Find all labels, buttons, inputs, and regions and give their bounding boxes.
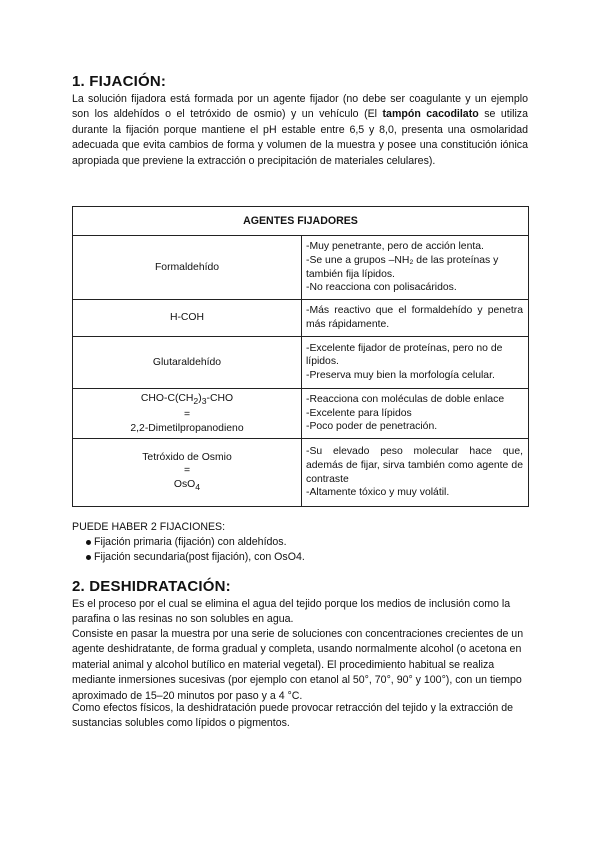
- formula-part: OsO: [173, 478, 196, 490]
- properties-cell: [302, 388, 529, 438]
- property-line: -Su elevado peso molecular hace que, además de fijar, sirva también como agente de contraste: [306, 446, 523, 485]
- section-2-paragraph-3: Como efectos físicos, la deshidratación puede provocar retracción del tejido y la extracción de sustancias solubles como lípidos o pigmentos.: [72, 702, 514, 730]
- list-item: [72, 550, 305, 565]
- fixatives-table: [72, 206, 529, 507]
- agent-cell: Formaldehído: [73, 236, 302, 300]
- property-line: -Excelente para lípidos: [306, 407, 412, 419]
- agent-cell: [73, 439, 302, 507]
- agent-cell: H-COH: [73, 300, 302, 337]
- property-line: -Poco poder de penetración.: [306, 421, 438, 433]
- section-2-heading: 2. DESHIDRATACIÓN:: [72, 578, 231, 595]
- agent-cell: Glutaraldehído: [73, 336, 302, 388]
- formula-subscript: 2: [193, 395, 199, 406]
- intro-text-b: se utiliza durante la fijación porque mantiene el pH estable entre 6,5 y 8,0, presenta una osmolaridad adecuada que evita cambios de forma y volumen de la muestra y posee una constitución iónica apropiada que previene la extracción o precipitación de materiales celulares).: [72, 108, 528, 167]
- property-line: -Se une a grupos –NH₂ de las proteínas y también fija lípidos.: [306, 254, 499, 280]
- formula-subscript: 3: [201, 395, 207, 406]
- table-header: AGENTES FIJADORES: [73, 207, 529, 236]
- property-line: -Más reactivo que el formaldehído y penetra más rápidamente.: [306, 305, 523, 330]
- properties-cell: [302, 236, 529, 300]
- bullet-icon: [86, 540, 91, 545]
- equals-sign: =: [183, 409, 191, 421]
- section-2-paragraph-2: Consiste en pasar la muestra por una serie de soluciones con concentraciones crecientes de un agente deshidratante, de forma gradual y completa, usando normalmente alcohol (o acetona en material animal y alcohol butílico en material vegetal). El procedimiento habitual se realiza mediante inmersiones sucesivas (por ejemplo con etanol al 50°, 70°, 90° y 100°), con un tiempo aproximado de 15–20 minutos por paso y a 4 °C.: [72, 628, 524, 702]
- agent-cell: [73, 388, 302, 438]
- table-row: [73, 336, 529, 388]
- intro-bold-term: tampón cacodilato: [382, 108, 479, 121]
- table-row: [73, 388, 529, 438]
- equals-sign: =: [183, 465, 191, 477]
- property-line: -Muy penetrante, pero de acción lenta.: [306, 241, 484, 252]
- section-1-heading: 1. FIJACIÓN:: [72, 73, 167, 90]
- property-line: -Excelente fijador de proteínas, pero no de lípidos.: [306, 342, 503, 368]
- list-item-text: Fijación primaria (fijación) con aldehídos.: [94, 536, 287, 548]
- properties-cell: [302, 336, 529, 388]
- section-2-paragraph-1: Es el proceso por el cual se elimina el agua del tejido porque los medios de inclusión como la parafina o las resinas no son solubles en agua.: [72, 598, 511, 626]
- formula-part: CHO-C(CH: [140, 392, 194, 404]
- property-line: -No reacciona con polisacáridos.: [306, 282, 457, 294]
- formula-part: -CHO: [206, 392, 234, 404]
- property-line: -Altamente tóxico y muy volátil.: [306, 487, 450, 499]
- agent-name: Tetróxido de Osmio: [142, 451, 232, 463]
- properties-cell: [302, 439, 529, 507]
- formula-subscript: 4: [195, 481, 201, 492]
- formula-part: ): [198, 392, 202, 404]
- agent-formula: [74, 478, 300, 495]
- bullet-icon: [86, 555, 91, 560]
- agent-formula: [74, 392, 300, 409]
- table-row: [73, 439, 529, 507]
- table-row: [73, 236, 529, 300]
- table-row: [73, 300, 529, 337]
- list-item-text: Fijación secundaria(post fijación), con OsO4.: [94, 551, 305, 563]
- fixations-list: [72, 535, 305, 565]
- section-1-intro: [72, 92, 528, 169]
- property-line: -Preserva muy bien la morfología celular.: [306, 370, 495, 382]
- properties-cell: [302, 300, 529, 337]
- fixations-lead: PUEDE HABER 2 FIJACIONES:: [72, 521, 226, 533]
- intro-text-a: La solución fijadora está formada por un agente fijador (no debe ser coagulante y un ejemplo son los aldehídos o el tetróxido de osmio) y un vehículo (El: [72, 93, 528, 121]
- agent-name: 2,2-Dimetilpropanodieno: [130, 422, 244, 434]
- property-line: -Reacciona con moléculas de doble enlace: [306, 393, 505, 405]
- list-item: [72, 535, 305, 550]
- table-header-row: [73, 207, 529, 236]
